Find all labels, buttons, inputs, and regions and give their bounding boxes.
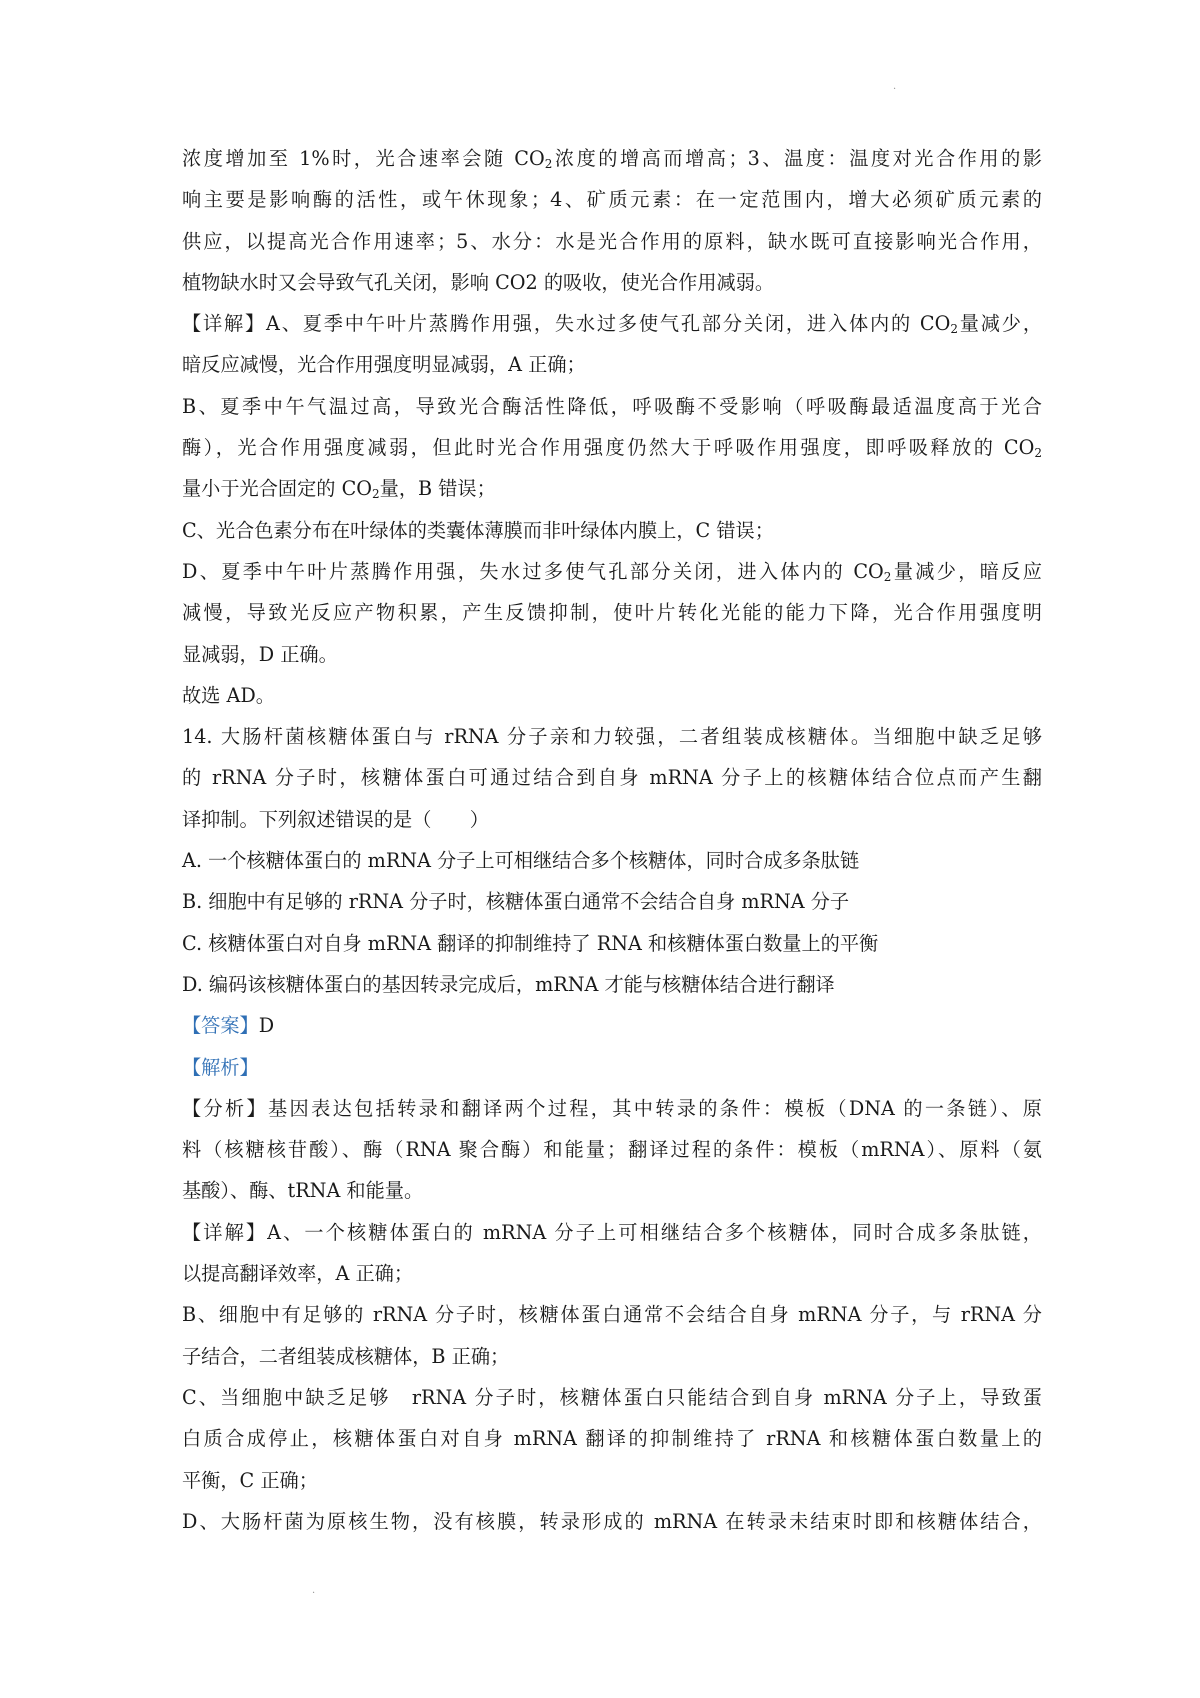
answer-line — [182, 1005, 1042, 1046]
option-c: C. 核糖体蛋白对自身 mRNA 翻译的抑制维持了 RNA 和核糖体蛋白数量上的平衡 — [182, 931, 879, 955]
option-d: D. 编码该核糖体蛋白的基因转录完成后，mRNA 才能与核糖体结合进行翻译 — [182, 972, 835, 996]
text-line: 量小于光合固定的 $CO_2$量，B 错误； — [182, 477, 496, 502]
text-line: 料（核糖核苷酸）、酶（RNA 聚合酶）和能量；翻译过程的条件：模板（mRNA）、原料（氨 — [182, 1138, 1042, 1162]
text-line: D、大肠杆菌为原核生物，没有核膜，转录形成的 mRNA 在转录未结束时即和核糖体结合， — [182, 1509, 1042, 1533]
text-line: 浓度增加至 1%时，光合速率会随 $CO_2$浓度的增高而增高；3、温度：温度对光合作用的影 — [182, 147, 1042, 171]
text-line: D、夏季中午叶片蒸腾作用强，失水过多使气孔部分关闭，进入体内的 $CO_2$量减少，暗反应 — [182, 559, 1042, 584]
text-line: C、当细胞中缺乏足够 rRNA 分子时，核糖体蛋白只能结合到自身 mRNA 分子上，导致蛋 — [182, 1385, 1042, 1409]
text-line: B、夏季中午气温过高，导致光合酶活性降低，呼吸酶不受影响（呼吸酶最适温度高于光合 — [182, 394, 1042, 418]
question-stem: 14. 大肠杆菌核糖体蛋白与 rRNA 分子亲和力较强，二者组装成核糖体。当细胞中缺乏足够 — [182, 725, 1042, 749]
text-line: 【详解】A、一个核糖体蛋白的 mRNA 分子上可相继结合多个核糖体，同时合成多条肽链， — [182, 1220, 1042, 1244]
text-line: C、光合色素分布在叶绿体的类囊体薄膜而非叶绿体内膜上，C 错误； — [182, 518, 774, 542]
text-line: 暗反应减慢，光合作用强度明显减弱，A 正确； — [182, 353, 586, 377]
text-line: 酶），光合作用强度减弱，但此时光合作用强度仍然大于呼吸作用强度，即呼吸释放的 $CO_2$ — [182, 436, 1042, 461]
text-line: 基酸）、酶、tRNA 和能量。 — [182, 1179, 424, 1203]
document-page — [182, 138, 1042, 1542]
question-stem: 的 rRNA 分子时，核糖体蛋白可通过结合到自身 mRNA 分子上的核糖体结合位点而产生翻 — [182, 766, 1042, 790]
answer-value: D — [258, 1014, 275, 1038]
text-line: 子结合，二者组装成核糖体，B 正确； — [182, 1344, 510, 1368]
text-line: B、细胞中有足够的 rRNA 分子时，核糖体蛋白通常不会结合自身 mRNA 分子，与 rRNA 分 — [182, 1303, 1042, 1327]
text-line: 减慢，导致光反应产物积累，产生反馈抑制，使叶片转化光能的能力下降，光合作用强度明 — [182, 601, 1042, 625]
text-line: 故选 AD。 — [182, 683, 275, 707]
text-line: 平衡，C 正确； — [182, 1468, 318, 1492]
analysis-heading: 【解析】 — [182, 1055, 259, 1079]
page-mark: · — [893, 84, 897, 95]
text-line: 白质合成停止，核糖体蛋白对自身 mRNA 翻译的抑制维持了 rRNA 和核糖体蛋白数量上的 — [182, 1427, 1042, 1451]
text-line: 显减弱，D 正确。 — [182, 642, 338, 666]
text-line: 【详解】A、夏季中午叶片蒸腾作用强，失水过多使气孔部分关闭，进入体内的 $CO_2$量减少， — [182, 312, 1043, 337]
text-line: 以提高翻译效率，A 正确； — [182, 1262, 414, 1286]
page-mark: · — [312, 1588, 316, 1599]
text-line: 响主要是影响酶的活性，或午休现象；4、矿质元素：在一定范围内，增大必须矿质元素的 — [182, 188, 1042, 212]
answer-label: 【答案】 — [182, 1014, 259, 1038]
text-line: 植物缺水时又会导致气孔关闭，影响 CO2 的吸收，使光合作用减弱。 — [182, 270, 775, 294]
text-line: 供应，以提高光合作用速率；5、水分：水是光合作用的原料，缺水既可直接影响光合作用， — [182, 229, 1042, 253]
option-a: A. 一个核糖体蛋白的 mRNA 分子上可相继结合多个核糖体，同时合成多条肽链 — [182, 849, 860, 873]
option-b: B. 细胞中有足够的 rRNA 分子时，核糖体蛋白通常不会结合自身 mRNA 分子 — [182, 890, 850, 914]
question-stem: 译抑制。下列叙述错误的是（ ） — [182, 807, 489, 831]
text-line: 【分析】基因表达包括转录和翻译两个过程，其中转录的条件：模板（DNA 的一条链）、原 — [182, 1096, 1042, 1120]
